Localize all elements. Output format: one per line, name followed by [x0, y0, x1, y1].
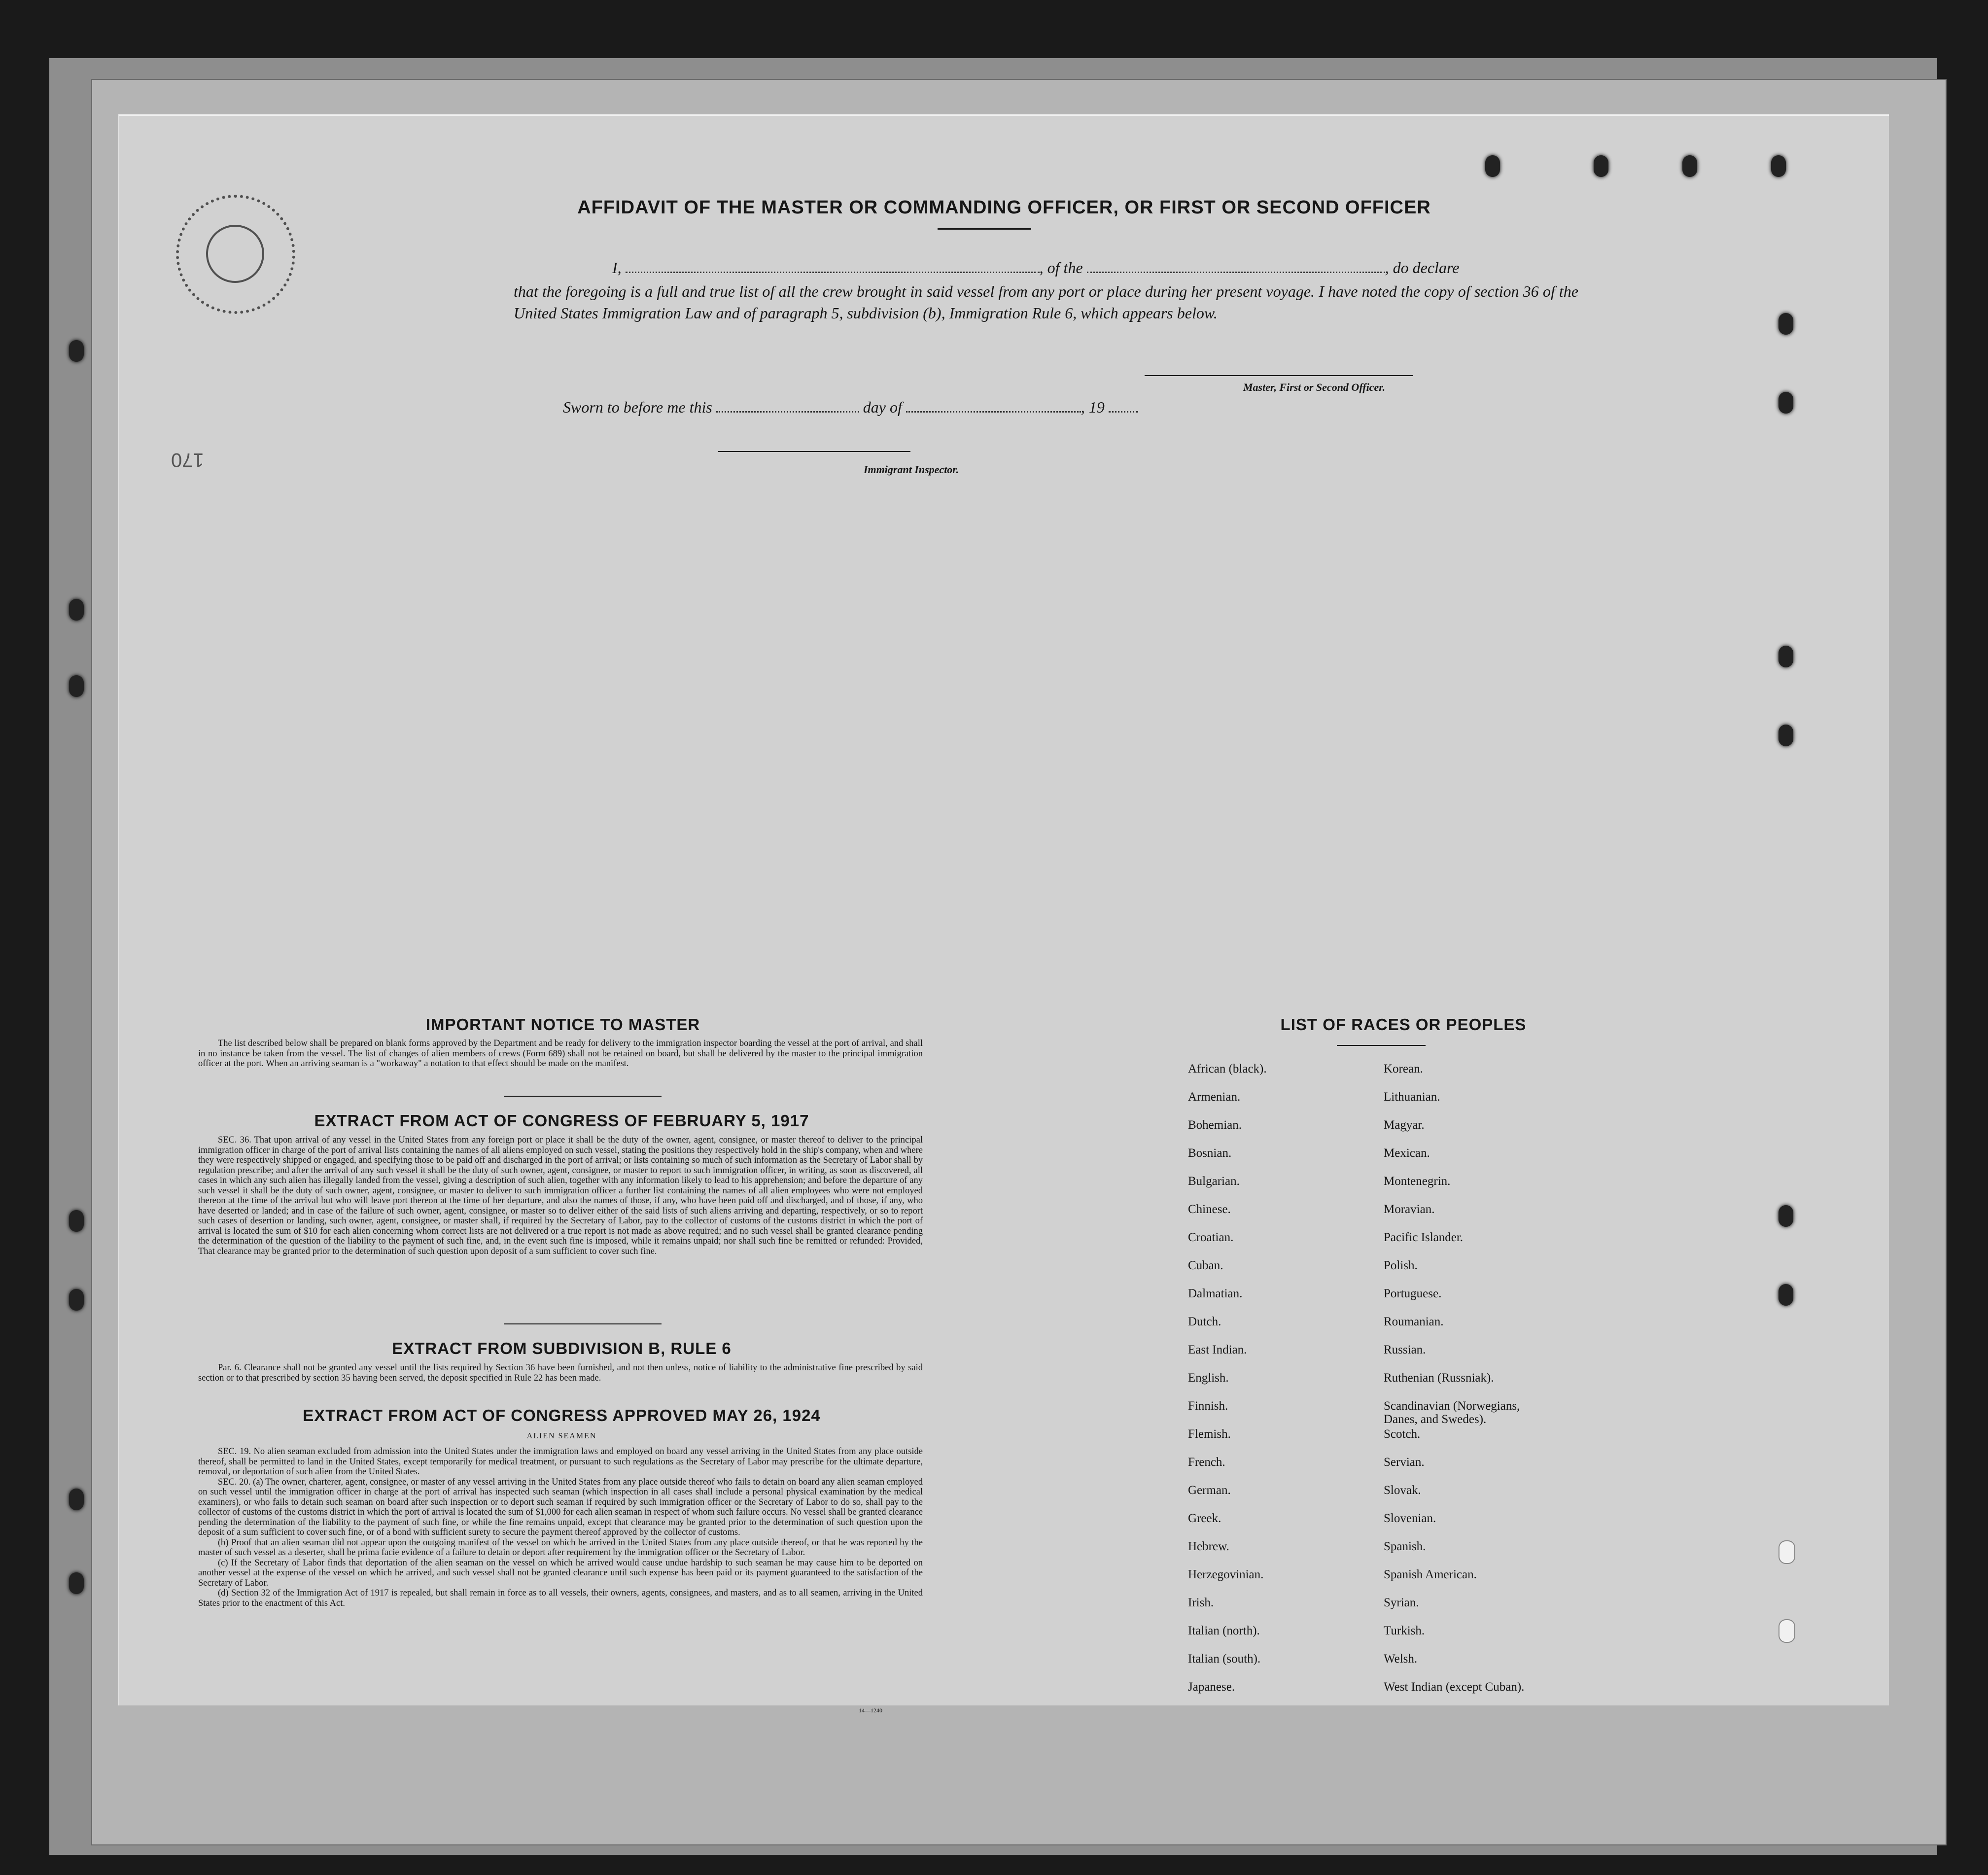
race-item: Herzegovinian.	[1188, 1568, 1264, 1581]
punch-hole	[69, 1289, 84, 1311]
race-item: Slovenian.	[1384, 1512, 1436, 1525]
sec-20d-paragraph: (d) Section 32 of the Immigration Act of 1917 is repealed, but shall remain in force as to all vessels, their owners, agents, consignees, and masters, and as to all seamen, arriving in the United States prior to the enactment of this Act.	[198, 1588, 923, 1608]
race-item: Italian (south).	[1188, 1652, 1261, 1666]
punch-hole	[69, 1572, 84, 1594]
races-divider	[1337, 1045, 1426, 1046]
race-item: Moravian.	[1384, 1203, 1435, 1216]
race-item: Bohemian.	[1188, 1118, 1242, 1132]
sworn-day-blank[interactable]	[716, 401, 859, 413]
race-item: Bosnian.	[1188, 1146, 1232, 1160]
race-item: French.	[1188, 1456, 1225, 1469]
race-item: Slovak.	[1384, 1484, 1421, 1497]
affidavit-form-sheet	[118, 114, 1889, 1714]
race-item: Irish.	[1188, 1596, 1214, 1609]
punch-hole	[69, 599, 84, 621]
punch-hole	[1771, 155, 1786, 177]
punch-hole	[69, 1210, 84, 1232]
race-item: Scandinavian (Norwegians, Danes, and Swedes).	[1384, 1399, 1520, 1426]
punch-hole	[69, 340, 84, 362]
punch-hole	[1485, 155, 1500, 177]
inspector-signature-line[interactable]	[718, 451, 910, 452]
race-item: Greek.	[1188, 1512, 1221, 1525]
race-item: Syrian.	[1384, 1596, 1419, 1609]
day-of-text: day of	[863, 398, 902, 416]
extract-1917-title: EXTRACT FROM ACT OF CONGRESS OF FEBRUARY 5, 1917	[314, 1111, 809, 1130]
punch-hole	[69, 1489, 84, 1510]
notice-paragraph: The list described below shall be prepared on blank forms approved by the Department and be ready for delivery to the immigration inspector boarding the vessel at the port of arrival, and shall in no instance be taken from the vessel. The list of changes of alien members of crews (Form 689) shall not be retained on board, but shall be delivered by the master to the principal immigration officer at the port. When an arriving seaman is a "workaway" a notation to that effect should be made on the manifest.	[198, 1039, 923, 1069]
sec-20a-paragraph: SEC. 20. (a) The owner, charterer, agent, consignee, or master of any vessel arriving in the United States from any place outside thereof who fails to detain on board any alien seaman employed on such vessel until the immigration officer in charge at the port of arrival has inspected such seaman (which inspection in all cases shall include a personal physical examination by the medical examiners), or who fails to detain such seaman on board after such inspection or to deport such seaman if required by such immigration officer or the Secretary of Labor to do so, shall pay to the collector of customs of the customs district in which the port of arrival is located the sum of $1,000 for each alien seaman in respect of whom such failure occurs. No vessel shall be granted clearance pending the determination of the liability to the payment of such fine, or while the fine remains unpaid, except that clearance may be granted prior to the determination of such question upon the deposit of a sum sufficient to cover such fine, or of a bond with sufficient surety to secure the payment thereof approved by the collector of customs.	[198, 1477, 923, 1537]
race-item: Welsh.	[1384, 1652, 1418, 1666]
race-item: Chinese.	[1188, 1203, 1231, 1216]
race-item: English.	[1188, 1371, 1229, 1385]
race-item: Korean.	[1384, 1062, 1423, 1076]
sec-20c-paragraph: (c) If the Secretary of Labor finds that deportation of the alien seaman on the vessel on which he arrived would cause undue hardship to such seaman he may cause him to be deported on another vessel at the expense of the vessel on which he arrived, and such vessel shall not be granted clearance until such expense has been paid or its payment guaranteed to the satisfaction of the Secretary of Labor.	[198, 1558, 923, 1588]
race-item: Montenegrin.	[1384, 1175, 1451, 1188]
punch-hole	[69, 675, 84, 697]
name-blank[interactable]	[626, 262, 1040, 273]
punch-hole	[1779, 1284, 1793, 1306]
affidavit-body: that the foregoing is a full and true list of all the crew brought in said vessel from any port or place during her present voyage. I have noted the copy of section 36 of the United States Immigration Law and of paragraph 5, subdivision (b), Immigration Rule 6, which appears below.	[514, 282, 1578, 322]
affidavit-title: AFFIDAVIT OF THE MASTER OR COMMANDING OFFICER, OR FIRST OR SECOND OFFICER	[577, 197, 1431, 218]
race-item: Ruthenian (Russniak).	[1384, 1371, 1494, 1385]
punch-hole	[1779, 1540, 1795, 1564]
race-item: Pacific Islander.	[1384, 1231, 1464, 1244]
i-prefix: I,	[612, 259, 622, 277]
race-item: Dutch.	[1188, 1315, 1221, 1328]
notice-title: IMPORTANT NOTICE TO MASTER	[425, 1015, 700, 1034]
race-item: Roumanian.	[1384, 1315, 1444, 1328]
race-item: East Indian.	[1188, 1343, 1247, 1356]
race-item: Scotch.	[1384, 1427, 1421, 1441]
margin-number: 170	[171, 449, 204, 471]
race-item: Hebrew.	[1188, 1540, 1229, 1553]
punch-hole	[1779, 1619, 1795, 1643]
race-item: Servian.	[1384, 1456, 1425, 1469]
section-36-paragraph: SEC. 36. That upon arrival of any vessel in the United States from any foreign port or place it shall be the duty of the owner, agent, consignee, or master thereof to deliver to the principal immigration officer in charge of the port of arrival lists containing the names of all aliens employed on such vessel, stating the positions they respectively hold in the ship's company, when and where they were respectively shipped or engaged, and specifying those to be paid off and discharged in the port of arrival; or lists containing so much of such information as the Secretary of Labor shall by regulation prescribe; and after the arrival of any such vessel it shall be the duty of such owner, agent, consignee, or master to report to such immigration officer, in writing, as soon as discovered, all cases in which any such alien has illegally landed from the vessel, giving a description of such alien, together with any information likely to lead to his apprehension; and before the departure of any such vessel it shall be the duty of such owner, agent, consignee, or master to deliver to such immigration officer a further list containing the names of all alien employees who were not employed thereon at the time of the arrival but who will leave port thereon at the time of her departure, and also the names of those, if any, who have been paid off and discharged, and of those, if any, who have deserted or landed; and in case of the failure of such owner, agent, consignee, or master so to deliver either of the said lists of such aliens arriving and departing, respectively, or so to report such cases of desertion or landing, such owner, agent, consignee, or master shall, if required by the Secretary of Labor, pay to the collector of customs of the customs district in which the port of arrival is located the sum of $10 for each alien concerning whom correct lists are not delivered or a true report is not made as above required; and no such vessel shall be granted clearance pending the determination of the question of the liability to the payment of such fine, and, in the event such fine is imposed, while it remains unpaid; nor shall such fine be remitted or refunded: Provided, That clearance may be granted prior to the determination of such question upon deposit of a sum sufficient to cover such fine.	[198, 1135, 923, 1256]
extract-1924-text	[198, 1447, 923, 1608]
of-the-text: , of the	[1039, 259, 1083, 277]
race-item: Turkish.	[1384, 1624, 1425, 1637]
sworn-prefix: Sworn to before me this	[563, 398, 712, 416]
affidavit-line-1	[612, 259, 1578, 277]
do-declare-text: , do declare	[1385, 259, 1460, 277]
race-item: Cuban.	[1188, 1259, 1223, 1272]
extract-rule6-text	[198, 1363, 923, 1383]
alien-seamen-subtitle: ALIEN SEAMEN	[526, 1432, 597, 1440]
title-divider	[938, 228, 1031, 230]
master-caption: Master, First or Second Officer.	[1243, 381, 1386, 393]
punch-hole	[1594, 155, 1608, 177]
race-item: Flemish.	[1188, 1427, 1231, 1441]
races-title: LIST OF RACES OR PEOPLES	[1280, 1015, 1527, 1034]
extract-1924-title: EXTRACT FROM ACT OF CONGRESS APPROVED MAY 26, 1924	[303, 1406, 821, 1424]
par-6-paragraph: Par. 6. Clearance shall not be granted any vessel until the lists required by Section 36 have been furnished, and not then unless, notice of liability to the administrative fine prescribed by said section or to that prescribed by section 35 having been served, the deposit specified in Rule 22 has been made.	[198, 1363, 923, 1383]
race-item: Italian (north).	[1188, 1624, 1260, 1637]
form-reference: 14—1240	[859, 1707, 882, 1714]
race-item: Russian.	[1384, 1343, 1426, 1356]
race-item: Lithuanian.	[1384, 1090, 1440, 1104]
race-item: German.	[1188, 1484, 1231, 1497]
sworn-year-blank[interactable]	[1109, 401, 1138, 413]
race-item: Magyar.	[1384, 1118, 1425, 1132]
punch-hole	[1682, 155, 1697, 177]
race-item: African (black).	[1188, 1062, 1267, 1076]
race-item: Dalmatian.	[1188, 1287, 1243, 1300]
race-item: Japanese.	[1188, 1680, 1235, 1694]
race-item: Portuguese.	[1384, 1287, 1442, 1300]
punch-hole	[1779, 392, 1793, 414]
punch-hole	[1779, 1205, 1793, 1227]
race-item: Spanish.	[1384, 1540, 1426, 1553]
year-prefix: , 19	[1081, 398, 1105, 416]
extract-1917-text	[198, 1135, 923, 1256]
sworn-line	[563, 398, 1138, 417]
race-item: Bulgarian.	[1188, 1175, 1240, 1188]
inspector-caption: Immigrant Inspector.	[864, 463, 959, 476]
punch-hole	[1779, 646, 1793, 667]
race-item: Finnish.	[1188, 1399, 1228, 1413]
punch-hole	[1779, 313, 1793, 335]
race-item: Spanish American.	[1384, 1568, 1477, 1581]
master-signature-line[interactable]	[1145, 375, 1413, 376]
race-item: Armenian.	[1188, 1090, 1241, 1104]
race-item: Polish.	[1384, 1259, 1418, 1272]
sworn-month-blank[interactable]	[906, 401, 1081, 413]
race-item: West Indian (except Cuban).	[1384, 1680, 1525, 1694]
sec-20b-paragraph: (b) Proof that an alien seaman did not appear upon the outgoing manifest of the vessel on which he arrived in the United States from any place outside thereof, or that he was reported by the master of such vessel as a deserter, shall be prima facie evidence of a failure to detain or deport after requirement by the immigration officer or the Secretary of Labor.	[198, 1537, 923, 1558]
notice-text	[198, 1039, 923, 1069]
section-divider-2	[504, 1323, 662, 1324]
vessel-blank[interactable]	[1087, 262, 1385, 273]
race-item: Mexican.	[1384, 1146, 1430, 1160]
extract-rule6-title: EXTRACT FROM SUBDIVISION B, RULE 6	[392, 1339, 732, 1357]
punch-hole	[1779, 725, 1793, 746]
sec-19-paragraph: SEC. 19. No alien seaman excluded from admission into the United States under the immigration laws and employed on board any vessel arriving in the United States from any place outside thereof, shall be permitted to land in the United States, except temporarily for medical treatment, or pursuant to such regulations as the Secretary of Labor may prescribe for the ultimate departure, removal, or deportation of such alien from the United States.	[198, 1447, 923, 1477]
race-item: Croatian.	[1188, 1231, 1234, 1244]
section-divider-1	[504, 1096, 662, 1097]
